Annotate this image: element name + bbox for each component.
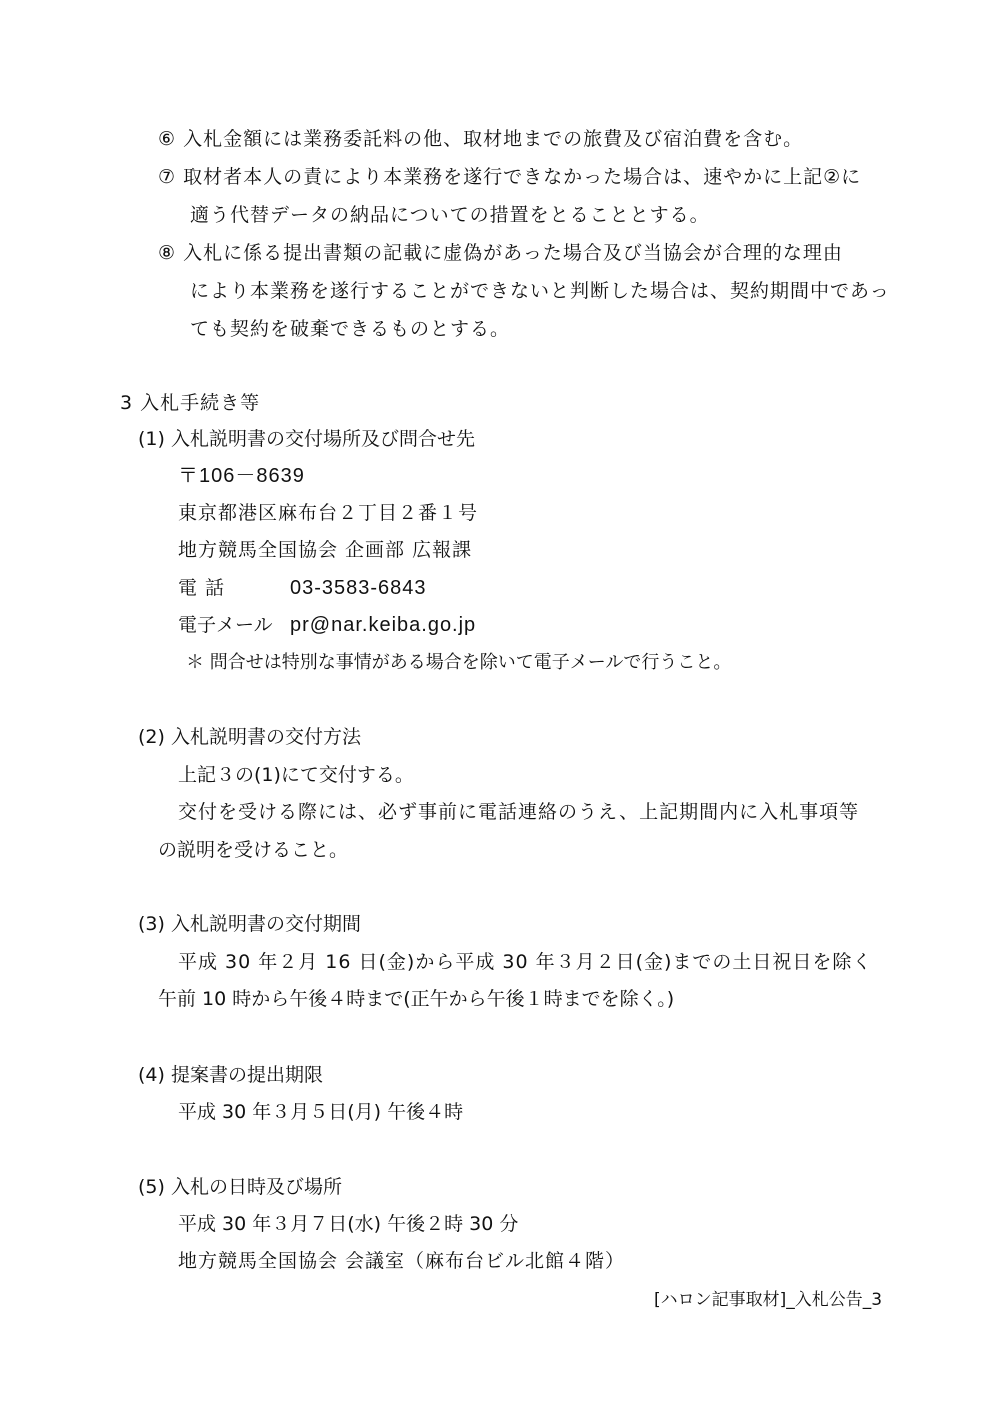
condition-7-line-2: 適う代替データの納品についての措置をとることとする。 <box>190 204 710 226</box>
subsection-2-heading: (2) 入札説明書の交付方法 <box>138 726 361 748</box>
postal-code: 〒106－8639 <box>178 465 305 487</box>
subsection-5-line-1: 平成 30 年３月７日(水) 午後２時 30 分 <box>178 1213 519 1235</box>
condition-8-line-2: により本業務を遂行することができないと判断した場合は、契約期間中であっ <box>190 280 890 302</box>
contact-note: ＊ 問合せは特別な事情がある場合を除いて電子メールで行うこと。 <box>186 652 732 673</box>
phone-number: 03-3583-6843 <box>290 577 427 599</box>
subsection-4-heading: (4) 提案書の提出期限 <box>138 1064 323 1086</box>
condition-8-line-3: ても契約を破棄できるものとする。 <box>190 318 511 340</box>
condition-6: ⑥ 入札金額には業務委託料の他、取材地までの旅費及び宿泊費を含む。 <box>158 128 804 150</box>
subsection-3-line-2: 午前 10 時から午後４時まで(正午から午後１時までを除く。) <box>158 988 675 1010</box>
address: 東京都港区麻布台２丁目２番１号 <box>178 502 479 524</box>
section-3-heading: 3 入札手続き等 <box>120 392 261 414</box>
subsection-3-heading: (3) 入札説明書の交付期間 <box>138 913 361 935</box>
subsection-2-line-1: 上記３の(1)にて交付する。 <box>178 764 414 786</box>
subsection-1-heading: (1) 入札説明書の交付場所及び問合せ先 <box>138 428 475 450</box>
footer-label: [ハロン記事取材]_入札公告_3 <box>654 1290 883 1310</box>
phone-label: 電 話 <box>178 577 226 599</box>
subsection-2-line-3: の説明を受けること。 <box>158 839 349 861</box>
email-label: 電子メール <box>178 614 273 636</box>
email-address: pr@nar.keiba.go.jp <box>290 614 477 636</box>
subsection-5-line-2: 地方競馬全国協会 会議室（麻布台ビル北館４階） <box>178 1250 626 1272</box>
subsection-2-line-2: 交付を受ける際には、必ず事前に電話連絡のうえ、上記期間内に入札事項等 <box>178 801 860 823</box>
condition-7-line-1: ⑦ 取材者本人の責により本業務を遂行できなかった場合は、速やかに上記②に <box>158 166 862 188</box>
organization: 地方競馬全国協会 企画部 広報課 <box>178 539 473 561</box>
condition-8-line-1: ⑧ 入札に係る提出書類の記載に虚偽があった場合及び当協会が合理的な理由 <box>158 242 843 264</box>
subsection-5-heading: (5) 入札の日時及び場所 <box>138 1176 342 1198</box>
subsection-3-line-1: 平成 30 年２月 16 日(金)から平成 30 年３月２日(金)までの土日祝日を除く <box>178 951 873 973</box>
subsection-4-line-1: 平成 30 年３月５日(月) 午後４時 <box>178 1101 464 1123</box>
